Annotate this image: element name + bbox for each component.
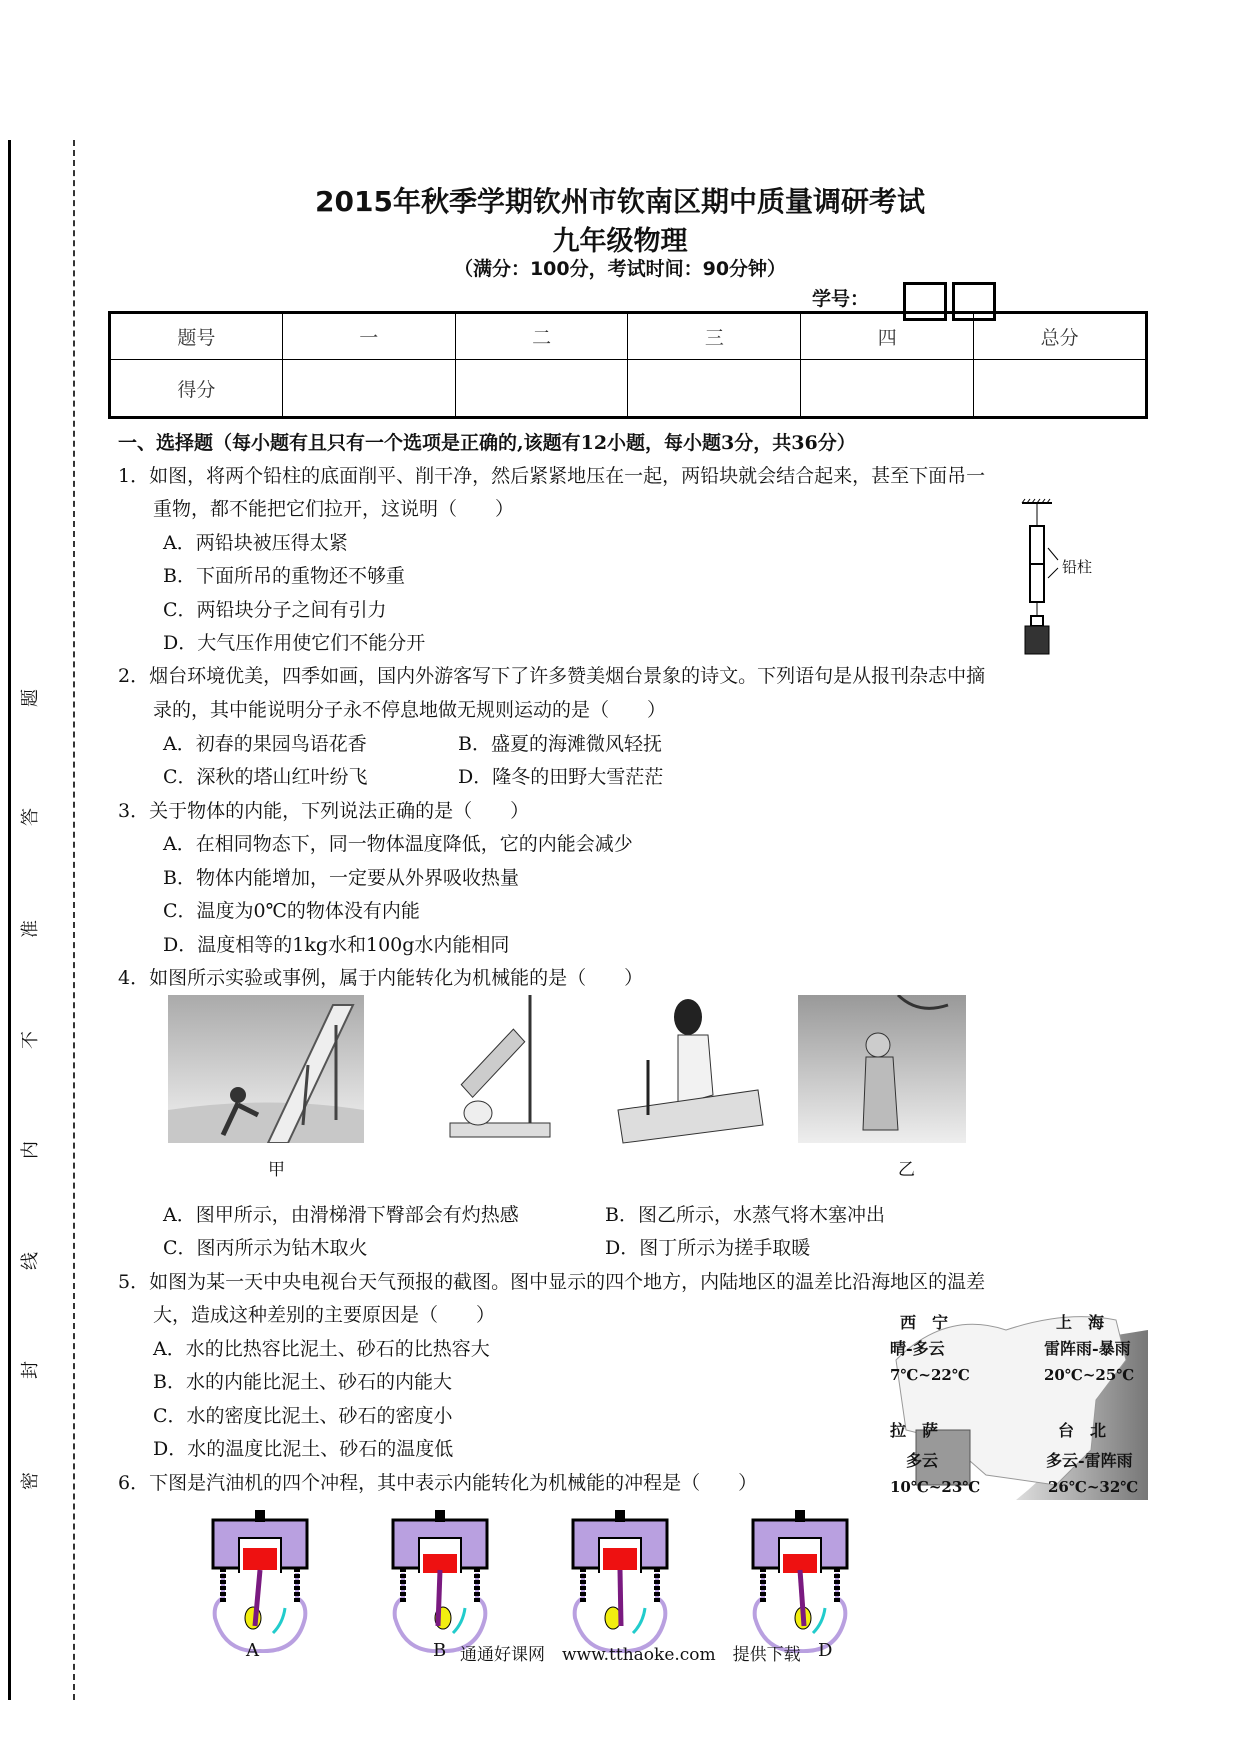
margin-char: 密 — [20, 1472, 41, 1490]
exam-title: 2015年秋季学期钦州市钦南区期中质量调研考试 — [315, 185, 925, 218]
map-weather: 多云-雷阵雨 — [1046, 1451, 1133, 1470]
lead-cylinder-figure — [1010, 498, 1100, 656]
option: D．大气压作用使它们不能分开 — [163, 632, 426, 654]
margin-char: 准 — [20, 920, 41, 938]
table-header-cell: 一 — [282, 313, 455, 360]
engine-label: A — [246, 1640, 259, 1661]
score-cell[interactable] — [801, 360, 974, 418]
engine-stroke-diagram — [565, 1508, 675, 1653]
slide-image — [168, 995, 364, 1143]
table-header-cell: 四 — [801, 313, 974, 360]
score-cell[interactable] — [455, 360, 628, 418]
engine-stroke-diagram — [745, 1508, 855, 1653]
score-cell[interactable] — [628, 360, 801, 418]
option: C．两铅块分子之间有引力 — [163, 599, 387, 621]
margin-char: 不 — [20, 1031, 41, 1049]
option: C．温度为0℃的物体没有内能 — [163, 900, 420, 922]
engine-stroke-diagram — [205, 1508, 315, 1653]
drilling-wood-image — [608, 995, 768, 1145]
figure-caption: 乙 — [898, 1160, 915, 1180]
engine-label: B — [433, 1640, 447, 1661]
margin-char: 题 — [20, 689, 41, 707]
binding-dashed-line — [73, 140, 75, 1700]
test-tube-image — [440, 995, 560, 1140]
map-temp: 10℃~23℃ — [890, 1478, 981, 1496]
option: B．图乙所示，水蒸气将木塞冲出 — [605, 1204, 885, 1226]
margin-char: 答 — [20, 808, 41, 826]
table-header-cell: 三 — [628, 313, 801, 360]
engine-label: D — [818, 1640, 833, 1661]
option: D．图丁所示为搓手取暖 — [605, 1237, 811, 1259]
table-row — [110, 360, 1147, 418]
question-text: 大，造成这种差别的主要原因是（ ） — [153, 1304, 496, 1326]
section-heading: 一、选择题（每小题有且只有一个选项是正确的,该题有12小题，每小题3分，共36分） — [118, 432, 856, 454]
map-city: 台 北 — [1058, 1421, 1107, 1440]
watermark: 通通好课网 www.tthaoke.com 提供下载 — [460, 1645, 801, 1665]
map-weather: 雷阵雨-暴雨 — [1044, 1339, 1131, 1358]
engine-stroke-diagram — [385, 1508, 495, 1653]
option: D．温度相等的1kg水和100g水内能相同 — [163, 934, 510, 956]
row-label: 得分 — [110, 360, 283, 418]
option: A．图甲所示，由滑梯滑下臀部会有灼热感 — [163, 1204, 519, 1226]
question-text: 2．烟台环境优美，四季如画，国内外游客写下了许多赞美烟台景象的诗文。下列语句是从报刊杂志中摘 — [118, 665, 986, 687]
question-text: 4．如图所示实验或事例，属于内能转化为机械能的是（ ） — [118, 967, 644, 989]
table-header-cell: 题号 — [110, 313, 283, 360]
option: C．深秋的塔山红叶纷飞 — [163, 766, 368, 788]
option: C．图丙所示为钻木取火 — [163, 1237, 368, 1259]
student-id-label: 学号： — [812, 288, 870, 310]
question-text: 录的，其中能说明分子永不停息地做无规则运动的是（ ） — [153, 699, 667, 721]
map-city: 拉 萨 — [890, 1421, 939, 1440]
option: A．在相同物态下，同一物体温度降低，它的内能会减少 — [163, 833, 633, 855]
score-cell[interactable] — [282, 360, 455, 418]
exam-subject: 九年级物理 — [552, 226, 688, 257]
question-text: 1．如图，将两个铅柱的底面削平、削干净，然后紧紧地压在一起，两铅块就会结合起来，甚至下面吊一 — [118, 465, 986, 487]
option: C．水的密度比泥土、砂石的密度小 — [153, 1405, 453, 1427]
option: D．隆冬的田野大雪茫茫 — [458, 766, 664, 788]
map-temp: 20℃~25℃ — [1044, 1366, 1135, 1384]
option: B．盛夏的海滩微风轻抚 — [458, 733, 662, 755]
question-text: 重物，都不能把它们拉开，这说明（ ） — [153, 498, 515, 520]
option: B．水的内能比泥土、砂石的内能大 — [153, 1371, 452, 1393]
table-row — [110, 313, 1147, 360]
exam-note: （满分：100分，考试时间：90分钟） — [453, 258, 787, 280]
table-header-cell: 总分 — [974, 313, 1147, 360]
option: B．下面所吊的重物还不够重 — [163, 565, 405, 587]
map-temp: 26℃~32℃ — [1048, 1478, 1139, 1496]
margin-char: 封 — [20, 1361, 41, 1379]
option: A．水的比热容比泥土、砂石的比热容大 — [153, 1338, 490, 1360]
option: B．物体内能增加，一定要从外界吸收热量 — [163, 867, 519, 889]
map-temp: 7℃~22℃ — [890, 1366, 970, 1384]
question-text: 3．关于物体的内能，下列说法正确的是（ ） — [118, 800, 530, 822]
weather-map — [886, 1300, 1148, 1500]
binding-solid-line — [8, 140, 11, 1700]
option: D．水的温度比泥土、砂石的温度低 — [153, 1438, 454, 1460]
score-cell[interactable] — [974, 360, 1147, 418]
map-city: 上 海 — [1056, 1313, 1105, 1332]
margin-char: 内 — [20, 1141, 41, 1159]
question-text: 5．如图为某一天中央电视台天气预报的截图。图中显示的四个地方，内陆地区的温差比沿海地区的温差 — [118, 1271, 986, 1293]
score-table — [108, 311, 1148, 419]
map-city: 西 宁 — [900, 1313, 949, 1332]
question-text: 6．下图是汽油机的四个冲程，其中表示内能转化为机械能的冲程是（ ） — [118, 1472, 758, 1494]
map-weather: 多云 — [906, 1451, 939, 1470]
figure-caption: 甲 — [268, 1160, 285, 1180]
option: A．两铅块被压得太紧 — [163, 532, 348, 554]
map-weather: 晴-多云 — [890, 1339, 945, 1358]
option: A．初春的果园鸟语花香 — [163, 733, 367, 755]
rubbing-hands-image — [798, 995, 966, 1143]
table-header-cell: 二 — [455, 313, 628, 360]
margin-char: 线 — [20, 1252, 41, 1270]
figure-label: 铅柱 — [1062, 558, 1093, 576]
